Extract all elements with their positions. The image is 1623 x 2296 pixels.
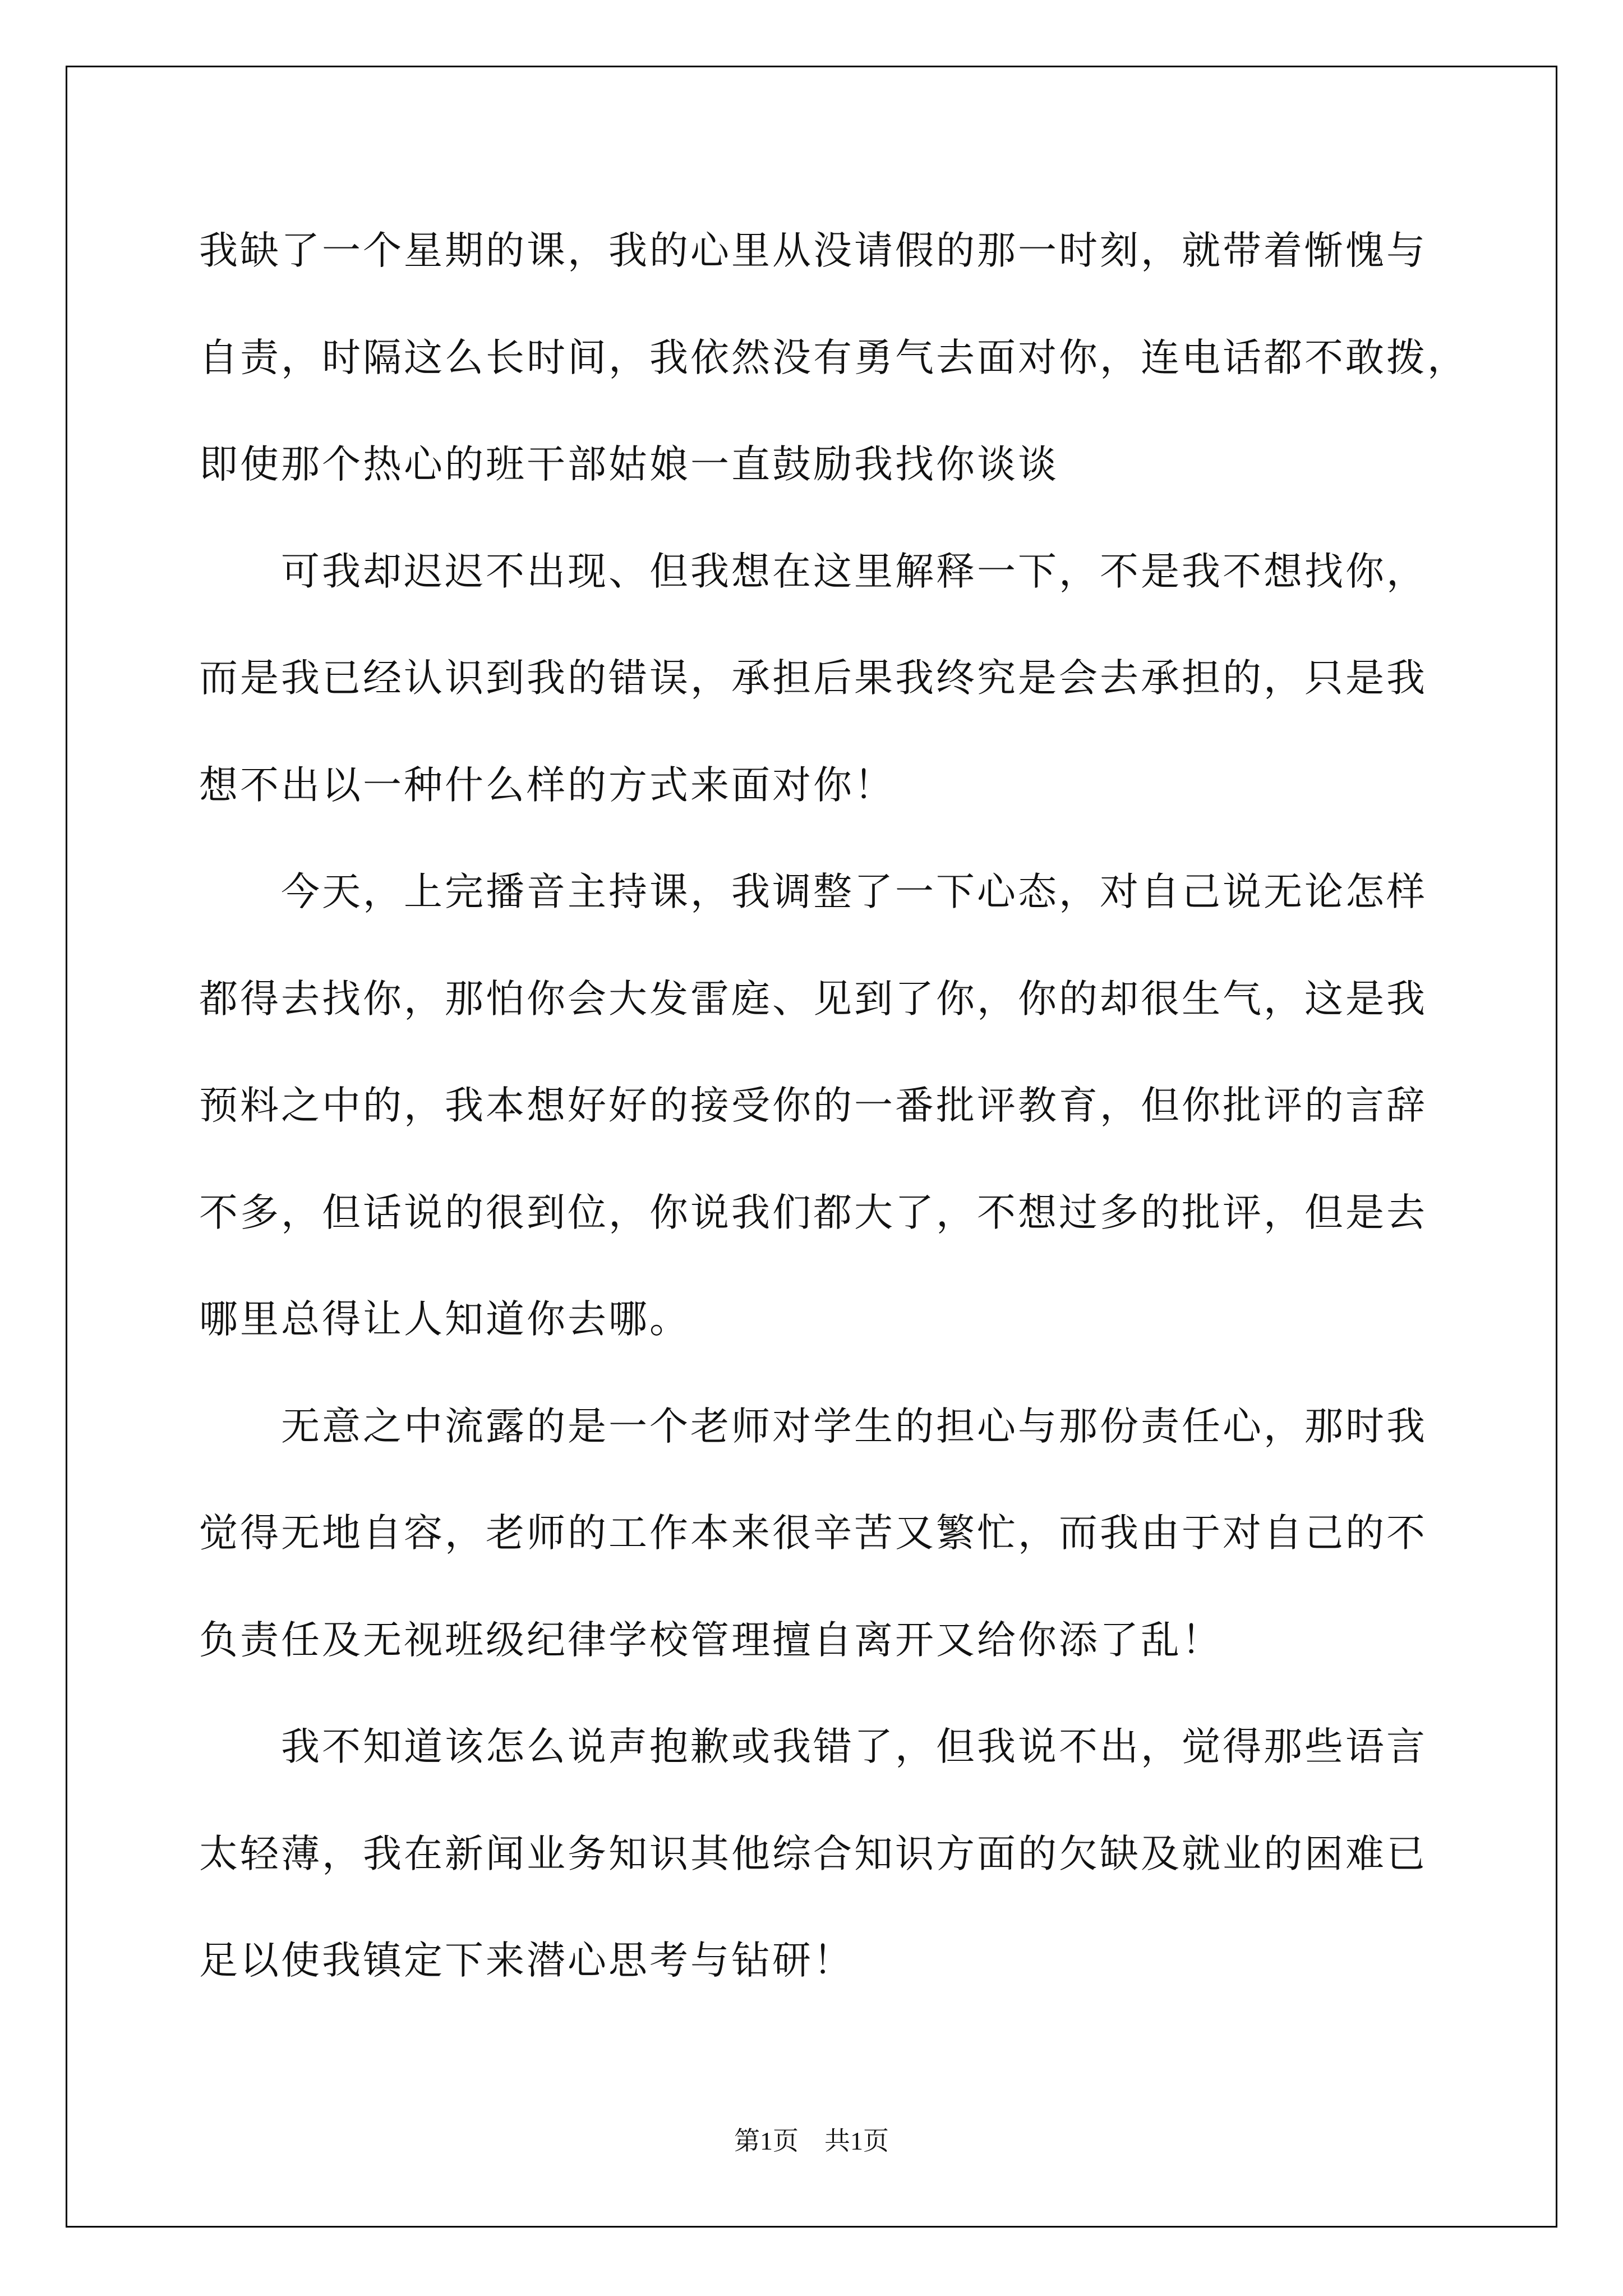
text-line: 都得去找你，那怕你会大发雷庭、见到了你，你的却很生气，这是我 [199,976,1427,1022]
document-body [199,209,1468,2026]
text-line: 哪里总得让人知道你去哪。 [199,1297,690,1342]
text-line: 预料之中的，我本想好好的接受你的一番批评教育，但你批评的言辞 [199,1083,1427,1128]
text-line: 可我却迟迟不出现、但我想在这里解释一下，不是我不想找你， [281,549,1427,594]
paragraph [199,1384,1433,1705]
text-line: 太轻薄，我在新闻业务知识其他综合知识方面的欠缺及就业的困难已 [199,1831,1427,1876]
text-line: 而是我已经认识到我的错误，承担后果我终究是会去承担的，只是我 [199,656,1427,701]
text-line: 我缺了一个星期的课，我的心里从没请假的那一时刻，就带着惭愧与 [199,228,1427,273]
paragraph [199,209,1468,530]
text-line: 足以使我镇定下来潜心思考与钻研！ [199,1938,854,1983]
text-line: 负责任及无视班级纪律学校管理擅自离开又给你添了乱！ [199,1617,1223,1663]
paragraph [199,1705,1433,2026]
text-line: 即使那个热心的班干部姑娘一直鼓励我找你谈谈 [199,442,1059,487]
text-line: 想不出以一种什么样的方式来面对你！ [199,762,895,808]
text-line: 我不知道该怎么说声抱歉或我错了，但我说不出，觉得那些语言 [281,1724,1427,1769]
paragraph [199,530,1433,850]
text-line: 不多，但话说的很到位，你说我们都大了，不想过多的批评，但是去 [199,1190,1427,1235]
page-footer: 第1页 共1页 [734,2127,889,2155]
paragraph [199,850,1433,1384]
text-line: 自责，时隔这么长时间，我依然没有勇气去面对你，连电话都不敢拨， [199,335,1468,380]
text-line: 今天，上完播音主持课，我调整了一下心态，对自己说无论怎样 [281,869,1427,914]
text-line: 觉得无地自容，老师的工作本来很辛苦又繁忙，而我由于对自己的不 [199,1511,1427,1556]
text-line: 无意之中流露的是一个老师对学生的担心与那份责任心，那时我 [281,1404,1427,1449]
